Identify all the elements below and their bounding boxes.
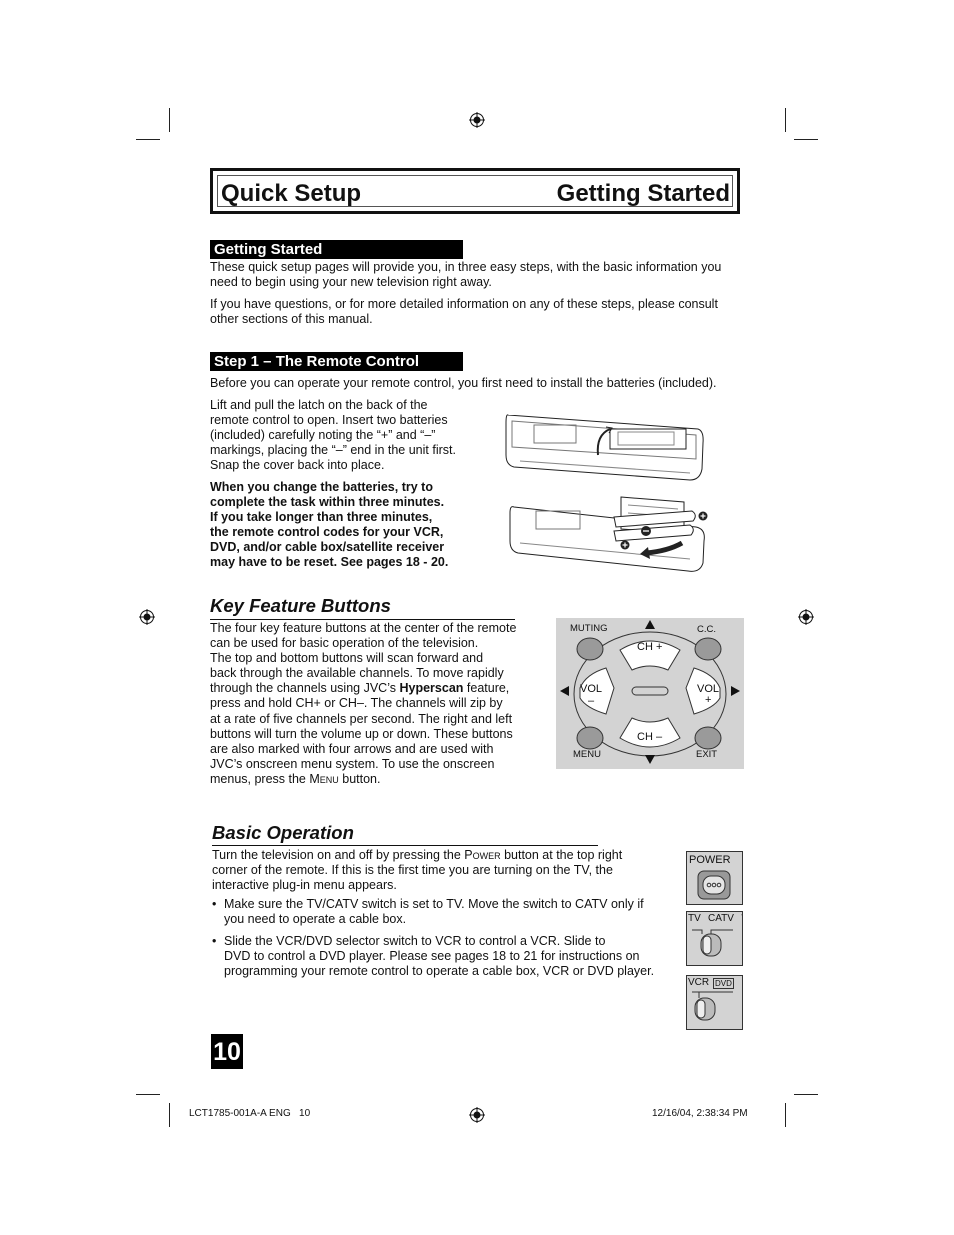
page-header [210, 168, 740, 214]
text-line [212, 848, 622, 863]
registration-mark-icon [469, 112, 485, 128]
bullet-vcr-dvd [224, 934, 654, 979]
basic-operation-heading: Basic Operation [212, 822, 354, 843]
text-line: interactive plug-in menu appears. [212, 878, 397, 893]
catv-label: CATV [708, 913, 734, 924]
text-line: The four key feature buttons at the center of the remote [210, 621, 517, 635]
vol-plus-sign: + [705, 694, 712, 706]
section-heading-getting-started: Getting Started [210, 240, 463, 259]
power-term: Power [464, 848, 501, 862]
getting-started-paragraph-2 [210, 297, 718, 327]
crop-mark [785, 1103, 786, 1127]
text-line: DVD, and/or cable box/satellite receiver [210, 540, 445, 555]
text-line: Make sure the TV/CATV switch is set to TV. Move the switch to CATV only if [224, 897, 644, 911]
registration-mark-icon [469, 1107, 485, 1123]
header-right-title: Getting Started [556, 180, 730, 207]
text-line: the remote control codes for your VCR, [210, 525, 444, 540]
registration-mark-icon [139, 609, 155, 625]
text-line: If you take longer than three minutes, [210, 510, 433, 525]
text-line: Lift and pull the latch on the back of the [210, 398, 428, 412]
tv-catv-switch-diagram [686, 911, 743, 966]
text-span: button at the top right [500, 848, 623, 862]
section-heading-step-1: Step 1 – The Remote Control [210, 352, 463, 371]
menu-label: MENU [573, 749, 601, 760]
key-feature-text [210, 621, 516, 787]
header-left-title: Quick Setup [221, 180, 362, 207]
footer-timestamp: 12/16/04, 2:38:34 PM [652, 1108, 748, 1119]
power-button-icon [697, 870, 731, 900]
registration-mark-icon [798, 609, 814, 625]
step1-intro: Before you can operate your remote control, you first need to install the batteries (included). [210, 376, 717, 390]
basic-operation-intro [212, 848, 622, 893]
step1-instructions [210, 398, 456, 473]
text-line: Snap the cover back into place. [210, 458, 385, 473]
heading-underline [210, 619, 515, 620]
text-line: other sections of this manual. [210, 312, 373, 327]
text-line: JVC’s onscreen menu system. To use the onscreen [210, 756, 495, 771]
text-line [210, 681, 516, 696]
text-line: Slide the VCR/DVD selector switch to VCR to control a VCR. Slide to [224, 934, 606, 948]
power-button-diagram [686, 851, 743, 905]
crop-mark [136, 139, 160, 140]
text-line: at a rate of five channels per second. The right and left [210, 711, 513, 726]
heading-underline [212, 845, 598, 846]
crop-mark [136, 1094, 160, 1095]
remote-battery-illustration [500, 403, 710, 575]
text-span: feature, [463, 681, 510, 696]
bullet-glyph: • [212, 897, 217, 911]
menu-term: Menu [309, 771, 339, 786]
text-line: DVD to control a DVD player. Please see pages 18 to 21 for instructions on [224, 949, 640, 964]
text-line [210, 772, 516, 787]
text-line: complete the task within three minutes. [210, 495, 445, 510]
text-line: programming your remote control to operate a cable box, VCR or DVD player. [224, 964, 655, 979]
getting-started-paragraph-1 [210, 260, 721, 290]
key-feature-heading: Key Feature Buttons [210, 595, 391, 616]
text-line: are also marked with four arrows and are used with [210, 741, 494, 756]
ch-minus-label: CH – [637, 731, 663, 743]
ch-plus-label: CH + [637, 641, 663, 653]
bullet-glyph: • [212, 934, 217, 948]
page-number: 10 [211, 1034, 243, 1069]
slide-switch-icon [687, 912, 743, 966]
text-line: The top and bottom buttons will scan forward and [210, 651, 484, 666]
text-line: press and hold CH+ or CH–. The channels will zip by [210, 696, 503, 711]
text-line: corner of the remote. If this is the first time you are turning on the TV, the [212, 863, 613, 878]
text-line: can be used for basic operation of the television. [210, 636, 479, 651]
slide-switch-icon [687, 976, 744, 1031]
text-line: you need to operate a cable box. [224, 912, 407, 927]
cc-label: C.C. [697, 624, 716, 635]
text-line: If you have questions, or for more detailed information on any of these steps, please consult [210, 297, 718, 311]
text-line: back through the available channels. To move rapidly [210, 666, 504, 681]
vcr-dvd-switch-diagram [686, 975, 743, 1030]
tv-label: TV [688, 913, 701, 924]
text-line: buttons will turn the volume up or down. These buttons [210, 726, 513, 741]
footer-file-info: LCT1785-001A-A ENG 10 [189, 1108, 311, 1119]
text-span: Turn the television on and off by pressing the [212, 848, 465, 862]
crop-mark [169, 108, 170, 132]
text-line: may have to be reset. See pages 18 - 20. [210, 555, 449, 570]
text-line: These quick setup pages will provide you, in three easy steps, with the basic information you [210, 260, 722, 274]
vol-minus-sign: – [588, 695, 595, 707]
power-label: POWER [689, 854, 731, 866]
text-line: remote control to open. Insert two batteries [210, 413, 448, 428]
text-line: (included) carefully noting the “+” and “–” [210, 428, 436, 443]
hyperscan-term: Hyperscan [399, 681, 464, 696]
exit-label: EXIT [696, 749, 718, 760]
vol-down-label: VOL [580, 683, 603, 695]
vcr-label: VCR [688, 977, 710, 988]
step1-warning [210, 480, 448, 571]
crop-mark [169, 1103, 170, 1127]
crop-mark [785, 108, 786, 132]
text-span: through the channels using JVC’s [210, 681, 400, 696]
text-line: need to begin using your new television right away. [210, 275, 492, 290]
vol-up-label: VOL [697, 683, 720, 695]
bullet-tv-catv [224, 897, 644, 927]
crop-mark [794, 1094, 818, 1095]
crop-mark [794, 139, 818, 140]
muting-label: MUTING [570, 623, 608, 634]
text-line: markings, placing the “–” end in the unit first. [210, 443, 456, 458]
text-span: button. [338, 771, 381, 786]
text-line: When you change the batteries, try to [210, 480, 433, 494]
key-feature-diagram [556, 618, 744, 769]
text-span: menus, press the [210, 771, 310, 786]
dvd-label: DVD [715, 979, 732, 988]
